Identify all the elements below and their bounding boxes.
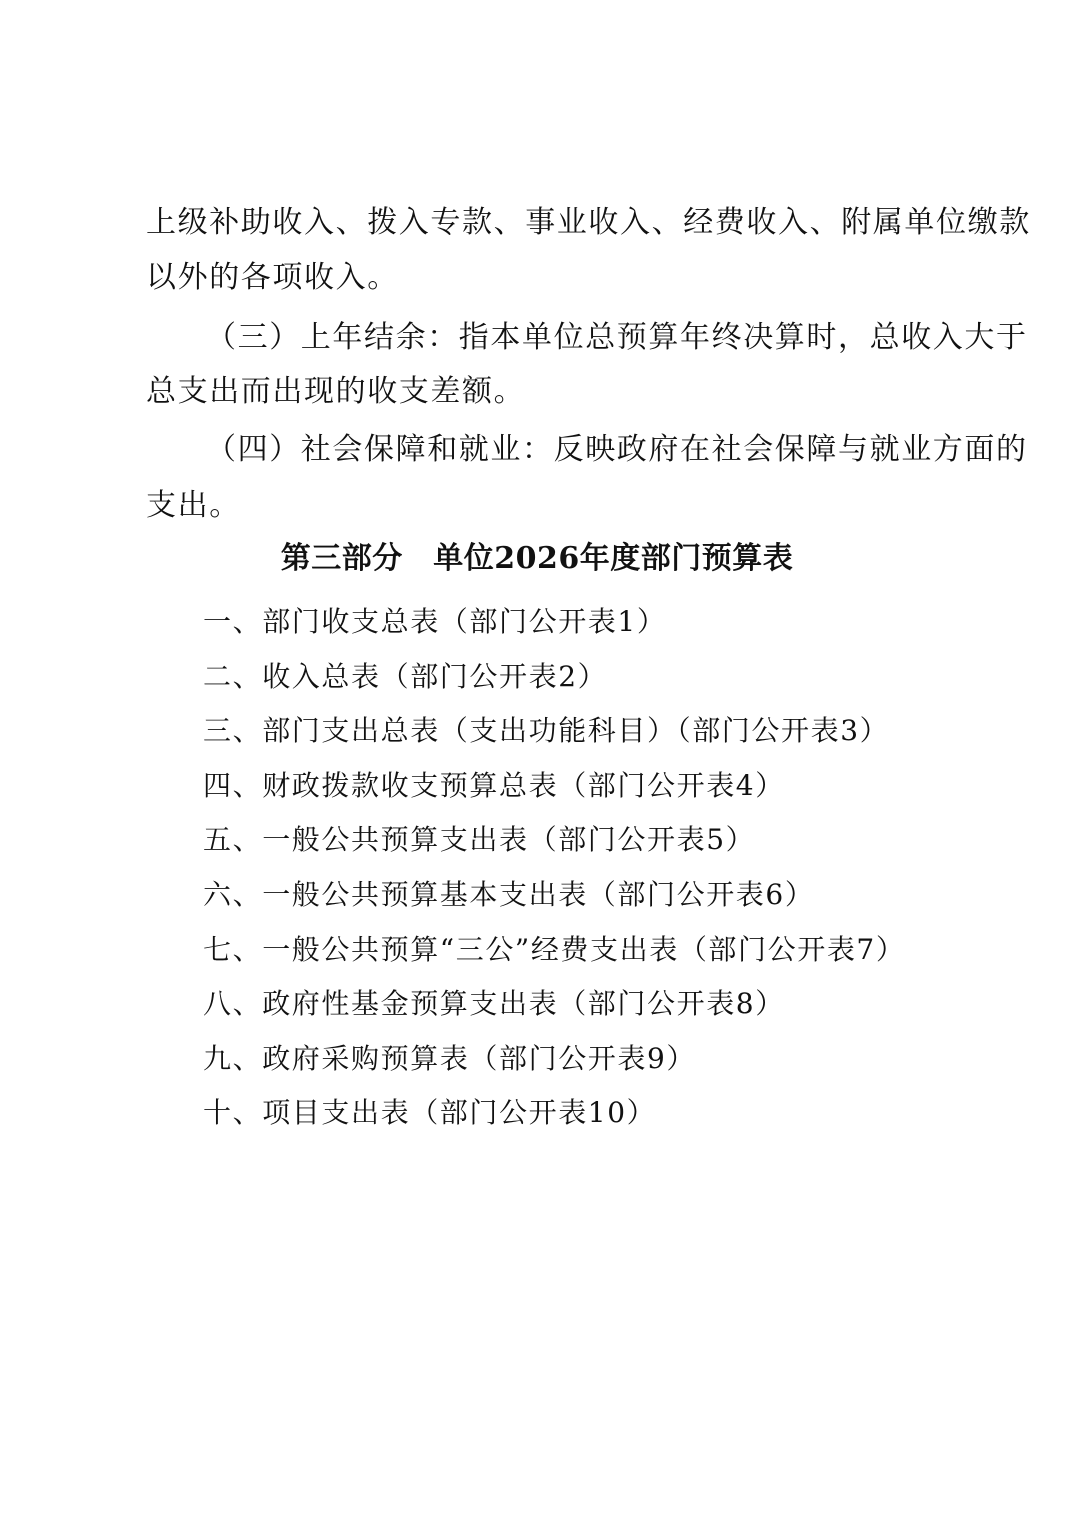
list-item: 三、部门支出总表（支出功能科目）（部门公开表3） [203, 714, 890, 748]
list-item: 五、一般公共预算支出表（部门公开表5） [203, 823, 756, 857]
list-item: 十、项目支出表（部门公开表10） [203, 1096, 657, 1130]
list-item: 二、收入总表（部门公开表2） [203, 659, 608, 693]
paragraph-line: 总支出而出现的收支差额。 [146, 374, 526, 409]
list-item: 八、政府性基金预算支出表（部门公开表8） [203, 987, 785, 1021]
paragraph-line: 以外的各项收入。 [146, 260, 399, 295]
table-list [203, 600, 963, 1146]
paragraph-line: 上级补助收入、拨入专款、事业收入、经费收入、附属单位缴款 [146, 205, 1031, 240]
section-title: 第三部分 单位2026年度部门预算表 [280, 541, 794, 576]
list-item: 四、财政拨款收支预算总表（部门公开表4） [203, 768, 785, 802]
paragraph-line: 支出。 [146, 488, 241, 523]
list-item: 六、一般公共预算基本支出表（部门公开表6） [203, 877, 815, 911]
list-item: 七、一般公共预算“三公”经费支出表（部门公开表7） [203, 932, 906, 966]
list-item: 一、部门收支总表（部门公开表1） [203, 605, 667, 638]
paragraph-line: （三）上年结余：指本单位总预算年终决算时，总收入大于 [206, 320, 1028, 355]
list-item: 九、政府采购预算表（部门公开表9） [203, 1041, 697, 1075]
paragraph-line: （四）社会保障和就业：反映政府在社会保障与就业方面的 [206, 432, 1028, 467]
